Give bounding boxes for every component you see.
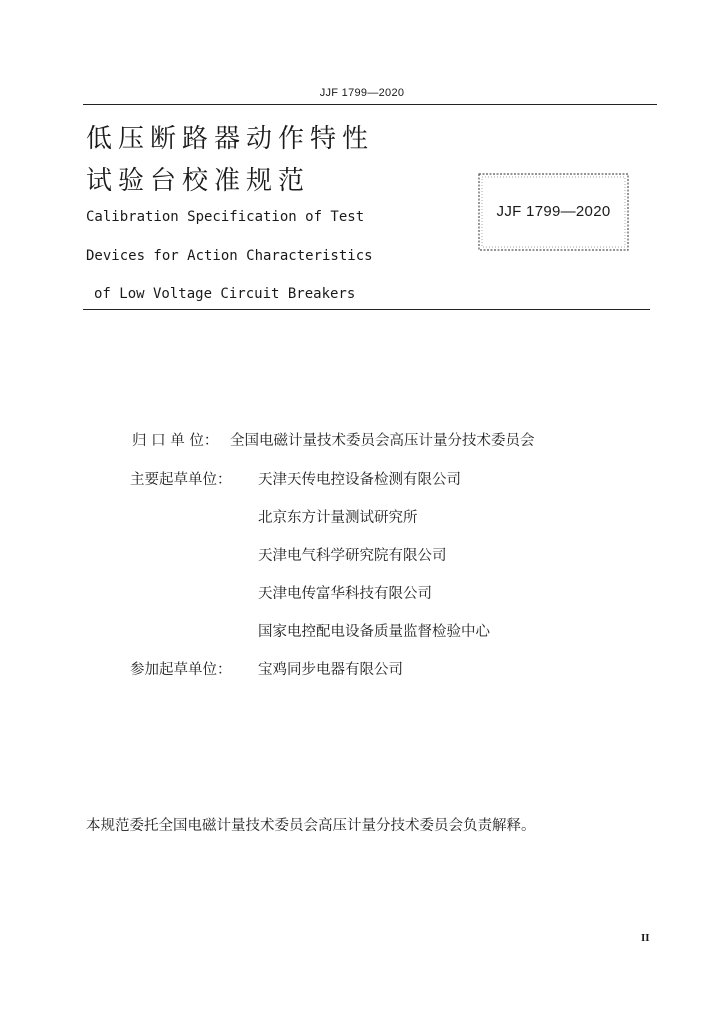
responsible-unit-value: 全国电磁计量技术委员会高压计量分技术委员会	[230, 433, 535, 449]
standard-code-stamp	[477, 172, 630, 252]
title-rule	[83, 309, 650, 310]
title-zh-line-1: 低压断路器动作特性	[86, 124, 375, 154]
title-en-line-2: Devices for Action Characteristics	[86, 248, 373, 264]
main-drafting-unit: 天津天传电控设备检测有限公司	[258, 472, 461, 488]
title-en-line-3: of Low Voltage Circuit Breakers	[94, 286, 356, 302]
interpretation-note: 本规范委托全国电磁计量技术委员会高压计量分技术委员会负责解释。	[86, 818, 536, 834]
header-code: JJF 1799—2020	[319, 87, 405, 99]
header-rule	[83, 104, 657, 105]
participating-drafting-unit: 宝鸡同步电器有限公司	[258, 662, 403, 678]
main-drafting-unit: 国家电控配电设备质量监督检验中心	[258, 624, 490, 640]
responsible-unit-label: 归 口 单 位：	[132, 433, 219, 449]
title-zh-line-2: 试验台校准规范	[86, 166, 311, 196]
title-en-line-1: Calibration Specification of Test	[86, 209, 365, 225]
page-number: II	[641, 932, 650, 944]
main-drafting-label: 主要起草单位：	[130, 472, 232, 488]
main-drafting-unit: 天津电传富华科技有限公司	[258, 586, 432, 602]
main-drafting-unit: 北京东方计量测试研究所	[258, 510, 418, 526]
main-drafting-unit: 天津电气科学研究院有限公司	[258, 548, 447, 564]
stamp-code: JJF 1799—2020	[496, 203, 611, 220]
participating-drafting-label: 参加起草单位：	[130, 662, 232, 678]
